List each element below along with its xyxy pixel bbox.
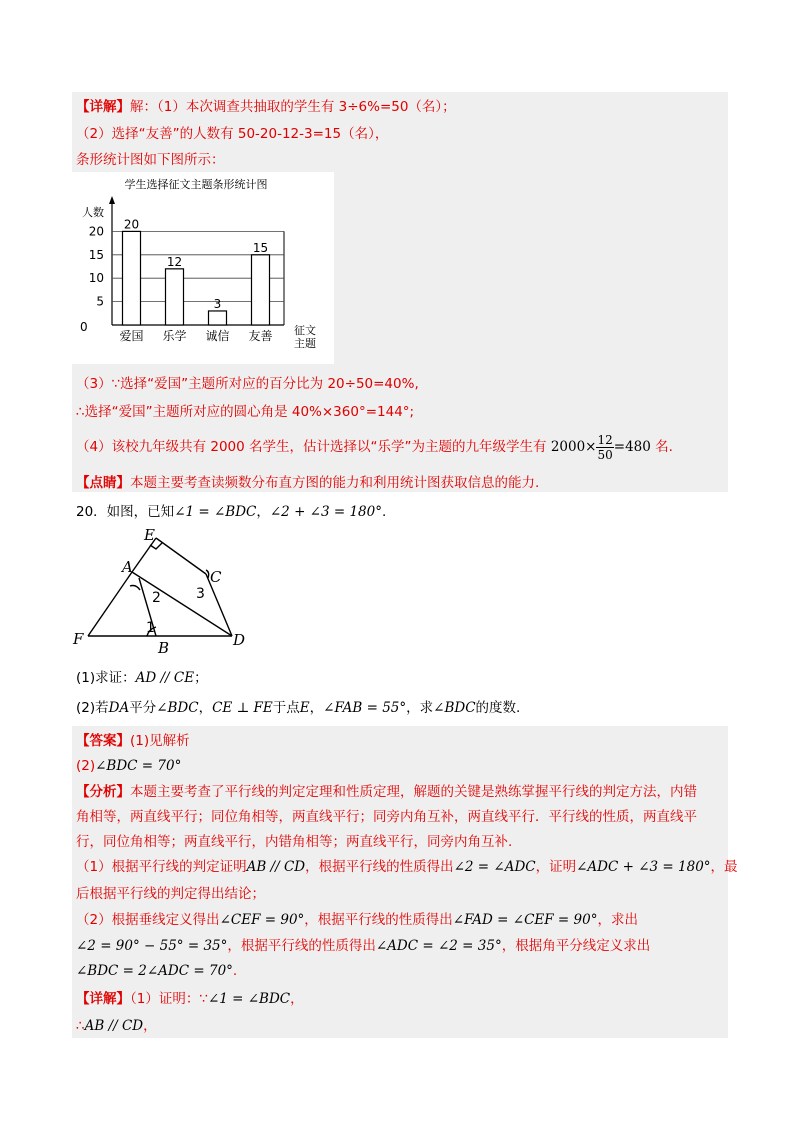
bar-value-label: 20 (123, 217, 140, 232)
detail-line-2: （2）选择“友善”的人数有 50-20-12-3=15（名）， (76, 126, 389, 142)
y-tick-label: 15 (88, 247, 104, 262)
bar (252, 255, 270, 325)
bar (209, 311, 227, 325)
chart-xticks (119, 328, 272, 343)
detail-line-6: （4）该校九年级共有 2000 名学生，估计选择以“乐学”为主题的九年级学生有 2000× $\frac{12}{50}$ =480 名. (76, 433, 673, 462)
chart-xlabel-2: 主题 (294, 337, 316, 350)
y-axis-arrow (109, 196, 115, 204)
bar-value-label: 12 (166, 254, 183, 269)
analysis-tag: 【分析】 (76, 784, 130, 800)
x-tick-label: 爱国 (119, 329, 144, 343)
bar-chart (72, 172, 334, 364)
chart-ylabel: 人数 (82, 206, 104, 219)
label-2: 2 (152, 590, 161, 606)
y-tick-label: 0 (80, 320, 88, 334)
comment-line: 【点睛】本题主要考查读频数分布直方图的能力和利用统计图获取信息的能力. (76, 475, 540, 491)
detail-tag: 【详解】 (76, 99, 130, 115)
proof-line-1: 【详解】（1）证明：∵∠1 = ∠BDC， (76, 991, 304, 1007)
x-tick-label: 乐学 (162, 329, 187, 343)
analysis-line-2: 角相等，两直线平行；同位角相等，两直线平行；同旁内角互补，两直线平行．平行线的性质，两直线平 (76, 809, 697, 825)
detail-line-4: （3）∵选择“爱国”主题所对应的百分比为 20÷50=40%, (76, 376, 419, 392)
label-B: B (158, 639, 170, 656)
y-tick-label: 10 (88, 271, 104, 286)
detail-line-3: 条形统计图如下图所示： (76, 152, 225, 168)
bar (123, 231, 141, 325)
answer-line-1: 【答案】(1)见解析 (76, 733, 190, 749)
question-20-stem: 20．如图，已知∠1 = ∠BDC，∠2 + ∠3 = 180°. (76, 504, 387, 520)
x-tick-label: 诚信 (205, 329, 230, 343)
detail-line-5: ∴选择“爱国”主题所对应的圆心角是 40%×360°=144°; (76, 404, 415, 420)
y-tick-label: 20 (88, 224, 104, 239)
bar (166, 269, 184, 325)
chart-xlabel-1: 征文 (294, 324, 316, 337)
label-E: E (144, 528, 155, 544)
bar-value-label: 15 (252, 240, 269, 255)
proof-tag: 【详解】 (76, 991, 130, 1007)
x-tick-label: 友善 (248, 329, 273, 343)
geometry-figure (70, 528, 250, 656)
chart-title: 学生选择征文主题条形统计图 (124, 178, 268, 191)
question-part-1: (1)求证：AD // CE； (76, 670, 208, 686)
question-part-2: (2)若DA平分∠BDC，CE ⊥ FE于点E，∠FAB = 55°，求∠BDC的度数. (76, 700, 521, 716)
answer-tag: 【答案】 (76, 733, 130, 749)
detail-line-1: 【详解】解：（1）本次调查共抽取的学生有 3÷6%=50（名）； (76, 99, 456, 115)
chart-bars (123, 217, 270, 325)
fraction: $\frac{12}{50}$ (597, 433, 613, 462)
analysis-line-6: （2）根据垂线定义得出∠CEF = 90°，根据平行线的性质得出∠FAD = ∠CEF = 90°，求出 (76, 912, 638, 928)
proof-line-2: ∴AB // CD， (76, 1018, 157, 1034)
label-1: 1 (146, 620, 155, 636)
comment-tag: 【点睛】 (76, 475, 130, 491)
analysis-line-3: 行，同位角相等；两直线平行，内错角相等；两直线平行，同旁内角互补. (76, 834, 513, 850)
y-tick-label: 5 (96, 294, 104, 309)
answer-line-2: (2)∠BDC = 70° (76, 758, 182, 774)
label-F: F (73, 630, 84, 648)
analysis-line-1: 【分析】本题主要考查了平行线的判定定理和性质定理，解题的关键是熟练掌握平行线的判定方法，内错 (76, 784, 697, 800)
analysis-line-8: ∠BDC = 2∠ADC = 70°. (76, 963, 238, 979)
label-D: D (233, 631, 246, 649)
label-3: 3 (196, 586, 205, 602)
label-C: C (210, 568, 222, 586)
label-A: A (122, 558, 133, 576)
chart-yticks (80, 224, 104, 334)
analysis-line-7: ∠2 = 90° − 55° = 35°，根据平行线的性质得出∠ADC = ∠2 = 35°，根据角平分线定义求出 (76, 938, 651, 954)
estimate-formula: 2000× $\frac{12}{50}$ =480 (550, 433, 651, 462)
bar-value-label: 3 (213, 296, 222, 311)
analysis-line-5: 后根据平行线的判定得出结论； (76, 886, 265, 902)
analysis-line-4: （1）根据平行线的判定证明AB // CD，根据平行线的性质得出∠2 = ∠ADC，证明∠ADC + ∠3 = 180°，最 (76, 859, 738, 875)
